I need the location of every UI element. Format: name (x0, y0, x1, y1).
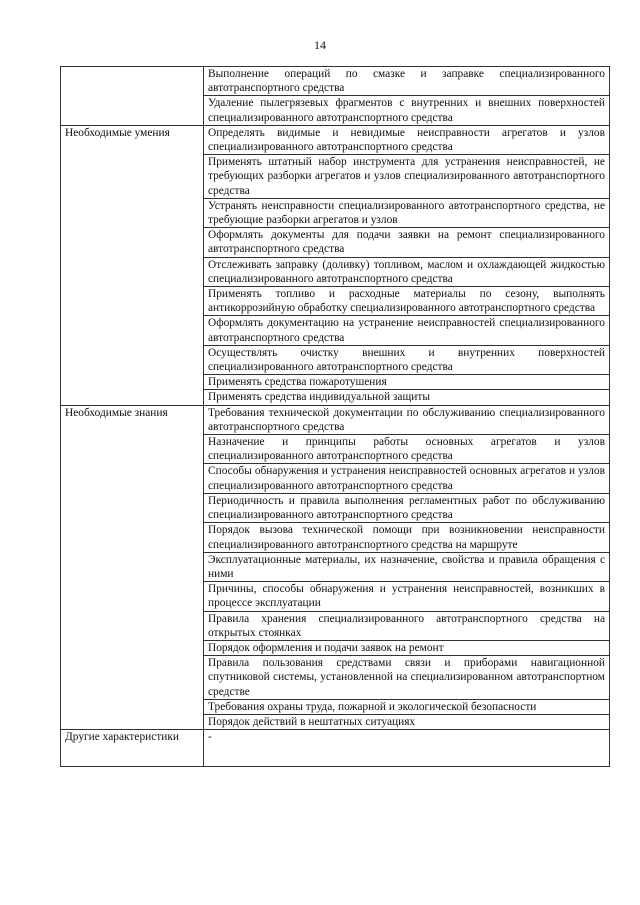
requirement-item: Оформлять документацию на устранение неисправностей специализированного автотранспортного средства (204, 316, 610, 345)
requirement-item: Порядок действий в нештатных ситуациях (204, 714, 610, 729)
requirement-item: Выполнение операций по смазке и заправке специализированного автотранспортного средства (204, 67, 610, 96)
section-label: Необходимые умения (61, 125, 204, 405)
requirement-item: Порядок оформления и подачи заявок на ремонт (204, 640, 610, 655)
requirements-table (60, 66, 610, 767)
table-row (61, 67, 610, 96)
table-row (61, 730, 610, 767)
section-label (61, 67, 204, 126)
requirement-item: Применять топливо и расходные материалы по сезону, выполнять антикоррозийную обработку специализированного автотранспортного средства (204, 287, 610, 316)
requirement-item: Применять штатный набор инструмента для устранения неисправностей, не требующих разборки агрегатов и узлов специализированного автотранспортного средства (204, 155, 610, 199)
requirement-item: Оформлять документы для подачи заявки на ремонт специализированного автотранспортного средства (204, 228, 610, 257)
table-row (61, 405, 610, 434)
requirement-item: Применять средства индивидуальной защиты (204, 390, 610, 405)
requirement-item: Требования охраны труда, пожарной и экологической безопасности (204, 699, 610, 714)
requirements-table-body (61, 67, 610, 767)
requirement-item: Требования технической документации по обслуживанию специализированного автотранспортного средства (204, 405, 610, 434)
requirement-item: Удаление пылегрязевых фрагментов с внутренних и внешних поверхностей специализированного автотранспортного средства (204, 96, 610, 125)
requirement-item: Периодичность и правила выполнения регламентных работ по обслуживанию специализированного автотранспортного средства (204, 493, 610, 522)
requirement-item: Применять средства пожаротушения (204, 375, 610, 390)
section-label: Необходимые знания (61, 405, 204, 729)
requirement-item: Назначение и принципы работы основных агрегатов и узлов специализированного автотранспортного средства (204, 435, 610, 464)
requirement-item: Порядок вызова технической помощи при возникновении неисправности специализированного автотранспортного средства на маршруте (204, 523, 610, 552)
requirement-item: Правила пользования средствами связи и приборами навигационной спутниковой системы, установленной на специализированном автотранспортном средстве (204, 656, 610, 700)
requirement-item: Отслеживать заправку (доливку) топливом, маслом и охлаждающей жидкостью специализированного автотранспортного средства (204, 257, 610, 286)
requirement-item: Эксплуатационные материалы, их назначение, свойства и правила обращения с ними (204, 552, 610, 581)
table-row (61, 125, 610, 154)
requirement-item: Способы обнаружения и устранения неисправностей основных агрегатов и узлов специализированного автотранспортного средства (204, 464, 610, 493)
other-characteristics-value: - (204, 730, 610, 767)
requirement-item: Осуществлять очистку внешних и внутренних поверхностей специализированного автотранспортного средства (204, 345, 610, 374)
requirement-item: Определять видимые и невидимые неисправности агрегатов и узлов специализированного автотранспортного средства (204, 125, 610, 154)
other-characteristics-label: Другие характеристики (61, 730, 204, 767)
requirement-item: Правила хранения специализированного автотранспортного средства на открытых стоянках (204, 611, 610, 640)
requirement-item: Причины, способы обнаружения и устранения неисправностей, возникших в процессе эксплуатации (204, 582, 610, 611)
page-number: 14 (314, 38, 326, 52)
requirement-item: Устранять неисправности специализированного автотранспортного средства, не требующие разборки агрегатов и узлов (204, 198, 610, 227)
